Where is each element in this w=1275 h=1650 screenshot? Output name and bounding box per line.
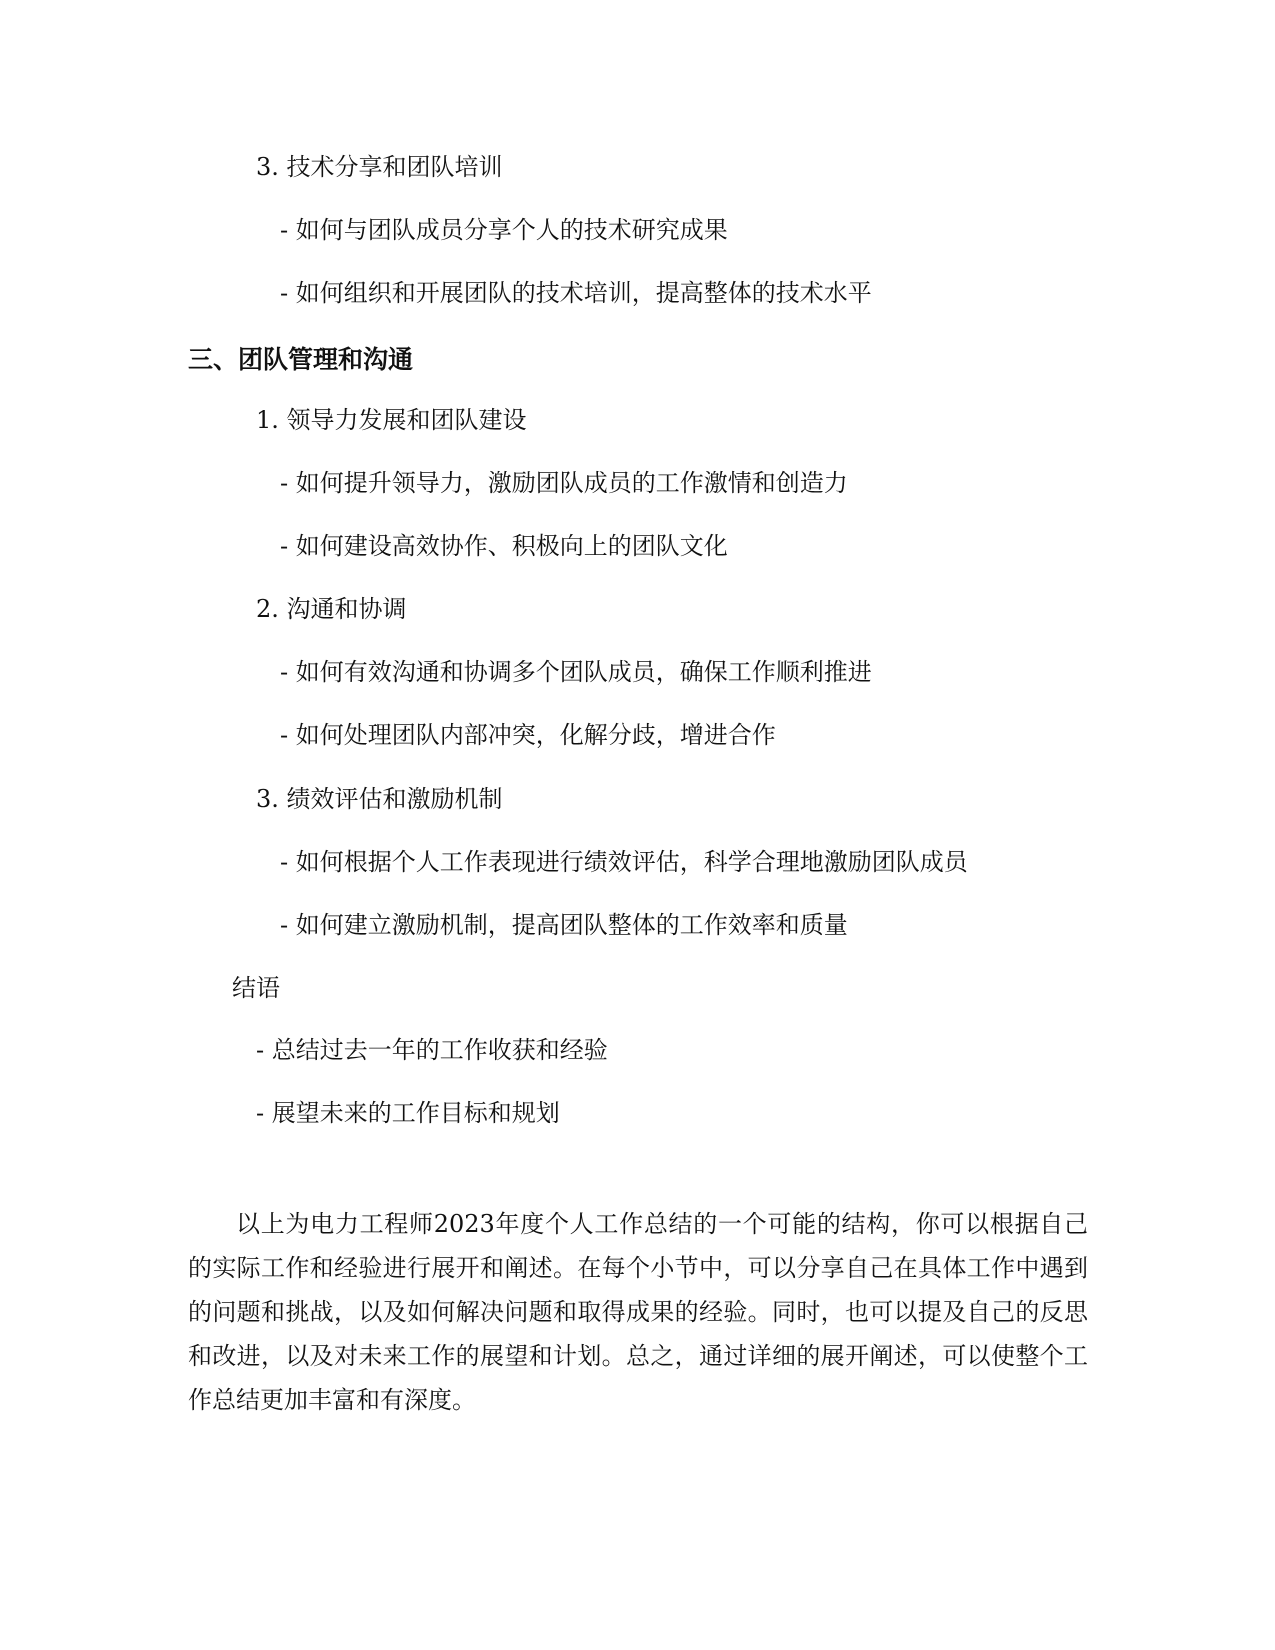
closing-paragraph: 以上为电力工程师2023年度个人工作总结的一个可能的结构，你可以根据自己的实际工作和经验进行展开和阐述。在每个小节中，可以分享自己在具体工作中遇到的问题和挑战，以及如何解决问题和取得成果的经验。同时，也可以提及自己的反思和改进，以及对未来工作的展望和计划。总之，通过详细的展开阐述，可以使整个工作总结更加丰富和有深度。	[188, 1210, 1088, 1414]
conclusion-bullet: - 总结过去一年的工作收获和经验	[256, 1036, 608, 1064]
list-item-bullet: - 如何建设高效协作、积极向上的团队文化	[280, 532, 728, 560]
list-item-bullet: - 如何与团队成员分享个人的技术研究成果	[280, 216, 728, 244]
list-item-title: 2. 沟通和协调	[256, 595, 407, 623]
list-item-bullet: - 如何组织和开展团队的技术培训，提高整体的技术水平	[280, 279, 872, 307]
list-item-bullet: - 如何有效沟通和协调多个团队成员，确保工作顺利推进	[280, 658, 872, 686]
list-item-bullet: - 如何建立激励机制，提高团队整体的工作效率和质量	[280, 911, 848, 939]
list-item-bullet: - 如何根据个人工作表现进行绩效评估，科学合理地激励团队成员	[280, 848, 968, 876]
list-item-bullet: - 如何处理团队内部冲突，化解分歧，增进合作	[280, 721, 776, 749]
conclusion-bullet: - 展望未来的工作目标和规划	[256, 1099, 560, 1127]
list-item-title: 3. 技术分享和团队培训	[256, 153, 503, 181]
list-item-title: 3. 绩效评估和激励机制	[256, 785, 503, 813]
list-item-title: 1. 领导力发展和团队建设	[256, 406, 527, 434]
section-heading: 三、团队管理和沟通	[188, 345, 414, 374]
conclusion-title: 结语	[232, 974, 280, 1002]
list-item-bullet: - 如何提升领导力，激励团队成员的工作激情和创造力	[280, 469, 848, 497]
